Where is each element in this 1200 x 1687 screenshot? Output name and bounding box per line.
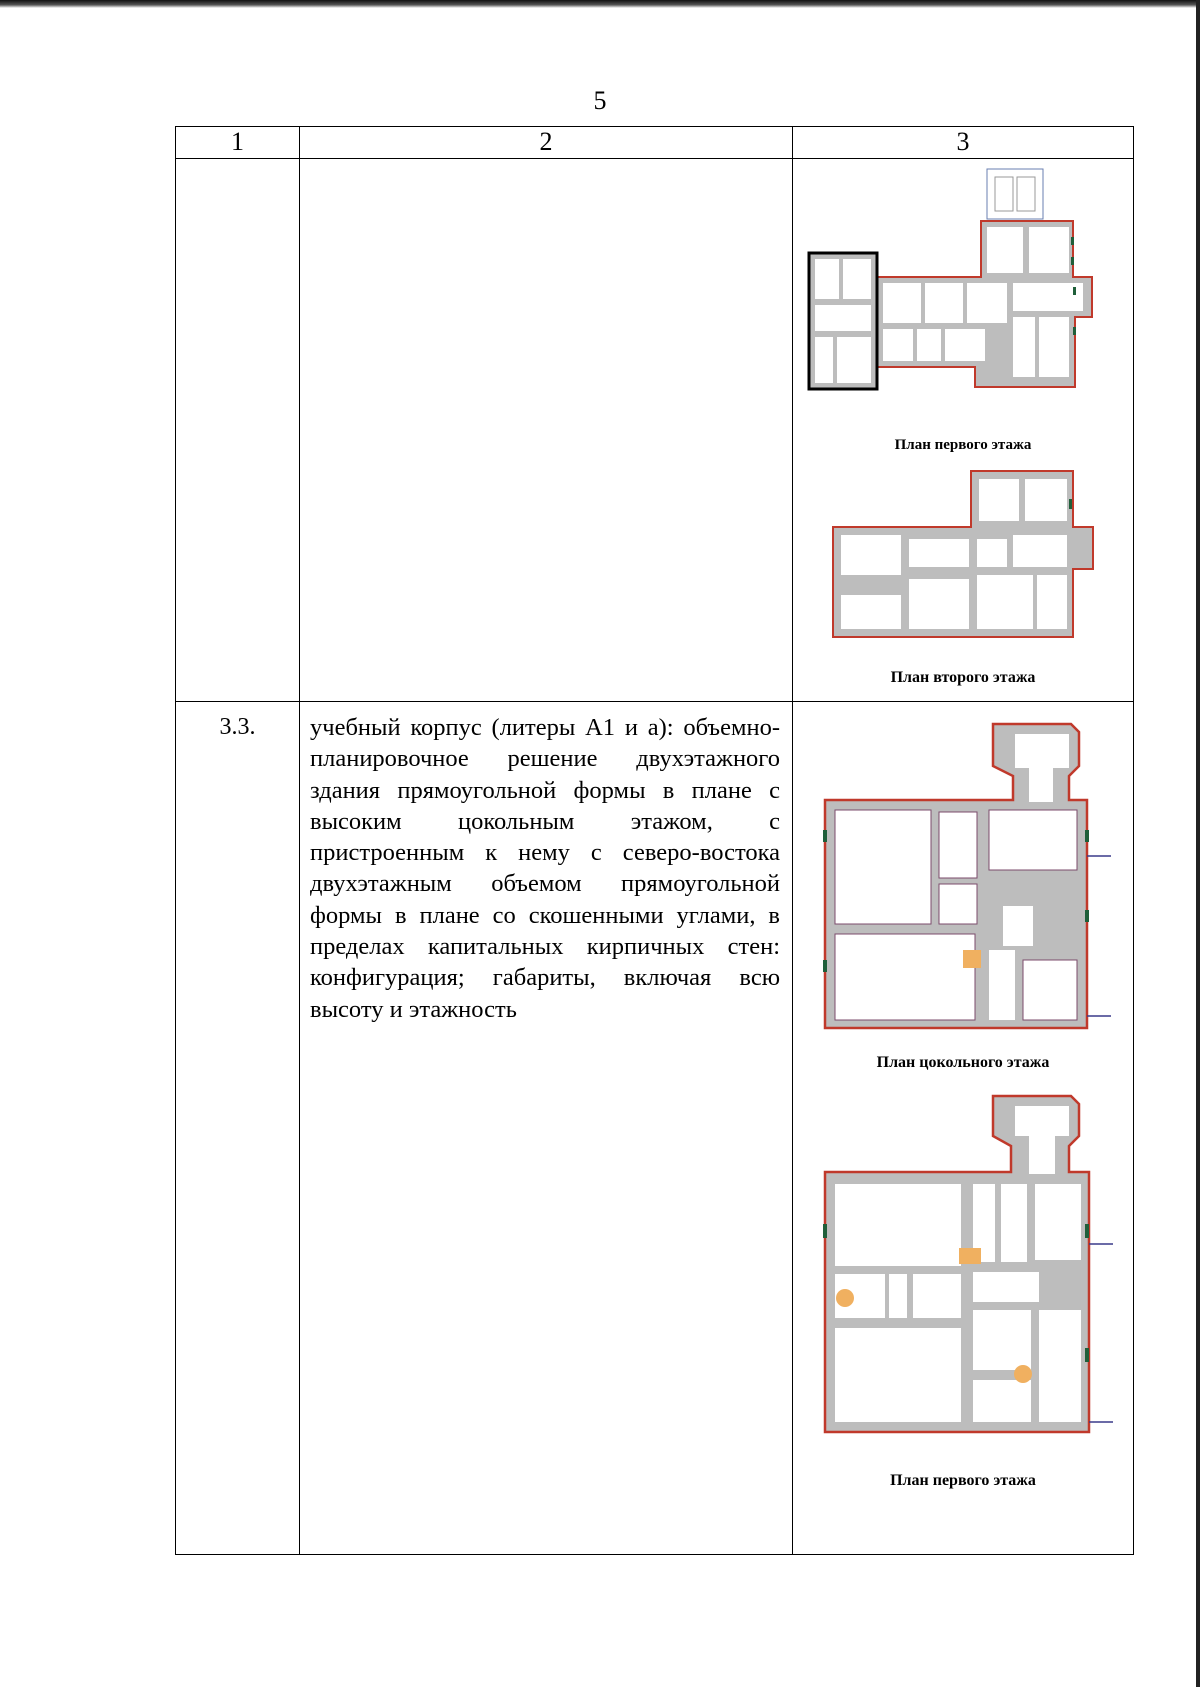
header-col-1: 1 [176,127,300,159]
plan-caption: План второго этажа [890,669,1036,686]
plan-caption: План цокольного этажа [876,1054,1050,1071]
floor-plan-image [831,469,1101,644]
plan-caption: План первого этажа [894,437,1032,453]
row-description [300,159,793,702]
page-number: 5 [593,86,607,115]
heritage-table [175,126,1134,1555]
plans-cell [793,702,1134,1555]
floor-plan-image [807,167,1117,397]
header-col-2: 2 [300,127,793,159]
floor-plan-image [823,1092,1113,1452]
scan-top-edge [0,0,1200,8]
table-header-row [176,127,1134,159]
table-row [176,702,1134,1555]
plan-caption: План первого этажа [890,1472,1036,1489]
scan-right-edge [1196,0,1200,1687]
floor-plan-image [823,720,1113,1040]
row-description: учебный корпус (литеры А1 и а): объемно-планировочное решение двухэтажного здания прямоугольной формы в плане с высоким цокольным этажом, с пристроенным к нему с северо-востока двухэтажным объемом прямоугольной формы в плане со скошенными углами, в пределах капитальных кирпичных стен: конфигурация; габариты, включая всю высоту и этажность [300,702,793,1555]
row-number: 3.3. [176,702,300,1555]
table-row [176,159,1134,702]
plans-cell [793,159,1134,702]
header-col-3: 3 [793,127,1134,159]
row-number [176,159,300,702]
